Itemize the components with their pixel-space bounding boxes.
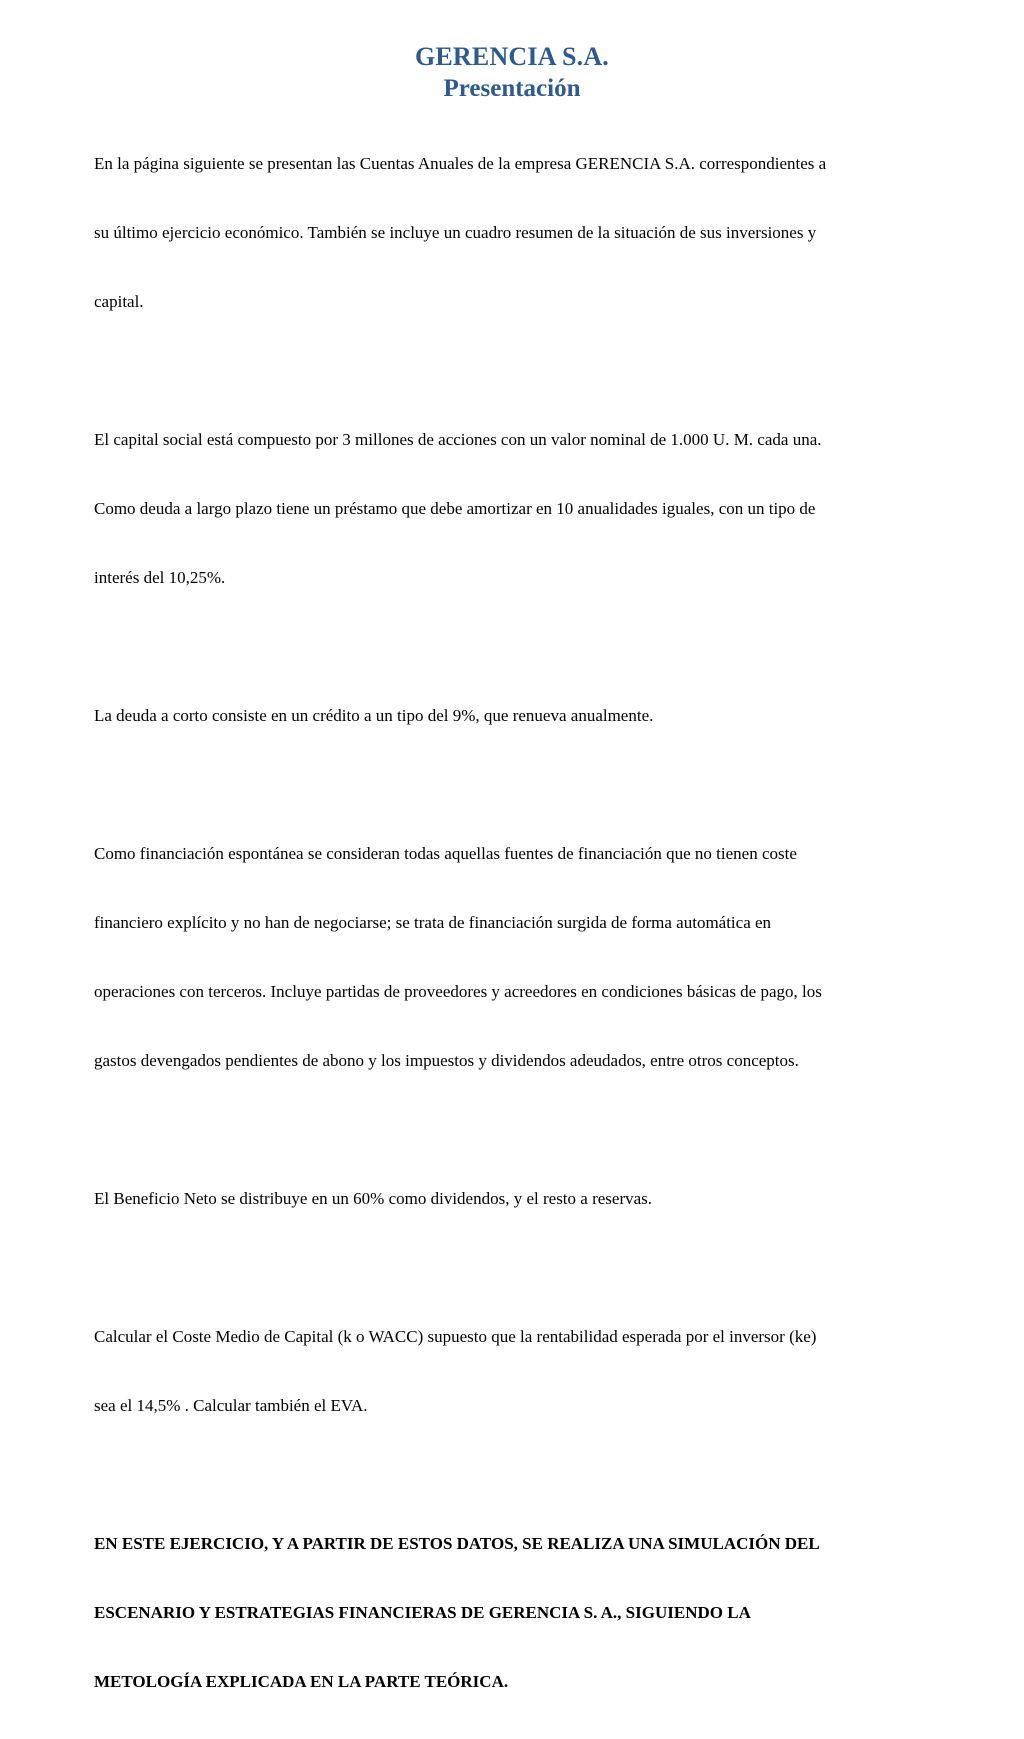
paragraph-wacc: [94, 1279, 974, 1463]
heading-block: [0, 42, 1024, 104]
text-line: ESCENARIO Y ESTRATEGIAS FINANCIERAS DE GERENCIA S. A., SIGUIENDO LA: [94, 1603, 751, 1622]
text-line: METOLOGÍA EXPLICADA EN LA PARTE TEÓRICA.: [94, 1672, 509, 1691]
document-title: GERENCIA S.A.: [414, 42, 610, 71]
text-line: gastos devengados pendientes de abono y los impuestos y dividendos adeudados, entre otros conceptos.: [94, 1051, 799, 1070]
paragraph-short-debt: [94, 658, 974, 773]
text-line: Como financiación espontánea se consideran todas aquellas fuentes de financiación que no tienen coste: [94, 844, 797, 863]
paragraph-intro: [94, 106, 974, 359]
text-line: financiero explícito y no han de negociarse; se trata de financiación surgida de forma automática en: [94, 913, 772, 932]
body-text: [94, 106, 974, 1739]
text-line: El capital social está compuesto por 3 millones de acciones con un valor nominal de 1.000 U. M. cada una.: [94, 430, 822, 449]
paragraph-spontaneous-financing: [94, 796, 974, 1118]
text-line: capital.: [94, 292, 144, 311]
paragraph-capital: [94, 382, 974, 635]
text-line: En la página siguiente se presentan las Cuentas Anuales de la empresa GERENCIA S.A. correspondientes a: [94, 154, 827, 173]
paragraph-net-profit: [94, 1141, 974, 1256]
text-line: El Beneficio Neto se distribuye en un 60% como dividendos, y el resto a reservas.: [94, 1189, 653, 1208]
text-line: Como deuda a largo plazo tiene un préstamo que debe amortizar en 10 anualidades iguales, con un tipo de: [94, 499, 816, 518]
text-line: sea el 14,5% . Calcular también el EVA.: [94, 1396, 368, 1415]
paragraph-simulation-note: [94, 1486, 974, 1739]
document-subtitle: Presentación: [443, 75, 581, 102]
text-line: La deuda a corto consiste en un crédito a un tipo del 9%, que renueva anualmente.: [94, 706, 654, 725]
text-line: su último ejercicio económico. También se incluye un cuadro resumen de la situación de sus inversiones y: [94, 223, 817, 242]
text-line: EN ESTE EJERCICIO, Y A PARTIR DE ESTOS DATOS, SE REALIZA UNA SIMULACIÓN DEL: [94, 1534, 820, 1553]
text-line: Calcular el Coste Medio de Capital (k o WACC) supuesto que la rentabilidad esperada por el inversor (ke): [94, 1327, 817, 1346]
text-line: interés del 10,25%.: [94, 568, 226, 587]
text-line: operaciones con terceros. Incluye partidas de proveedores y acreedores en condiciones básicas de pago, los: [94, 982, 822, 1001]
